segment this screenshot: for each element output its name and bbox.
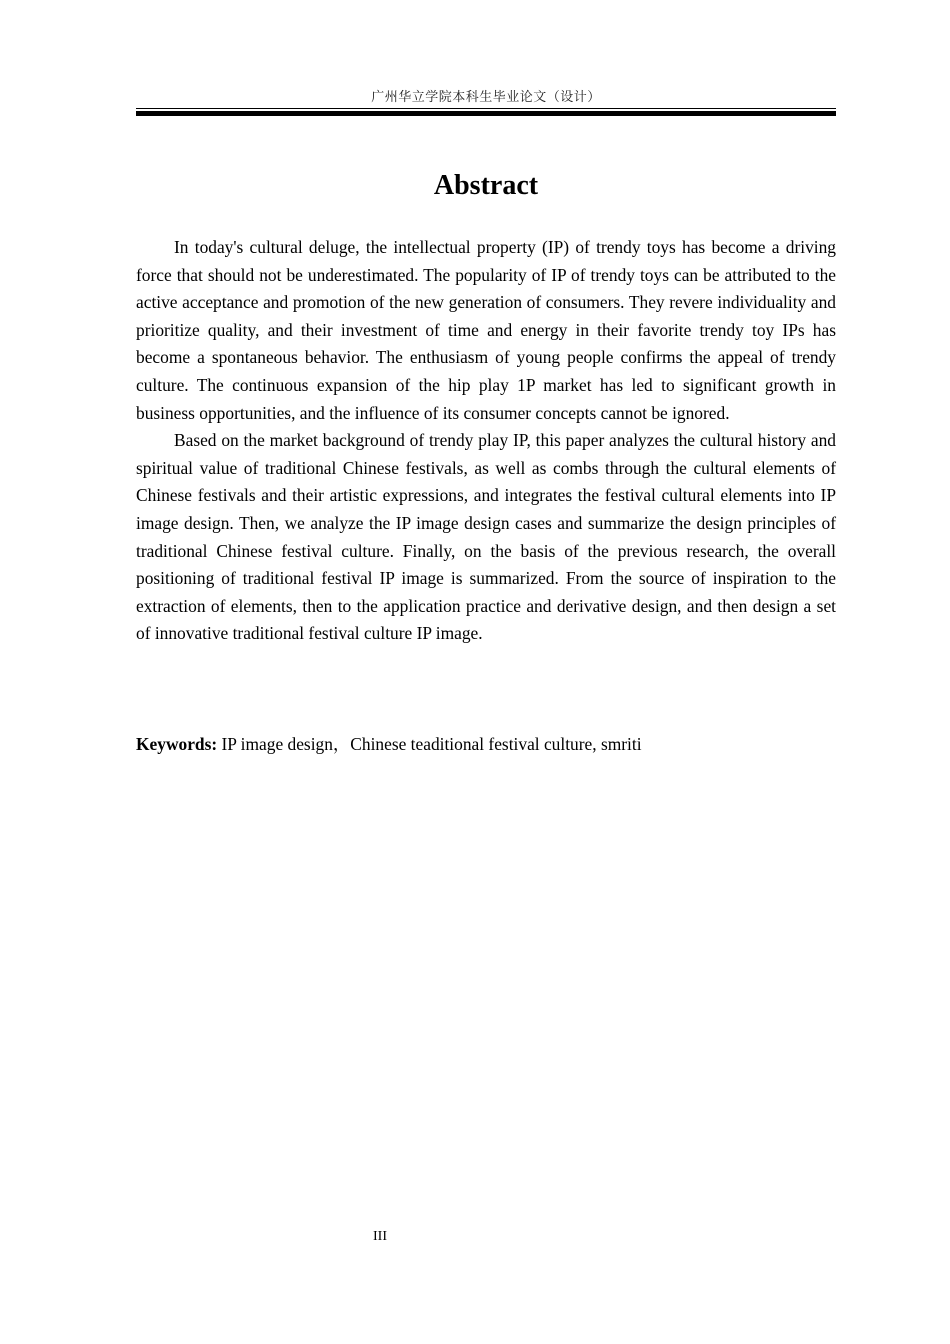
abstract-paragraph-1: In today's cultural deluge, the intellectual property (IP) of trendy toys has become a driving force that should not be underestimated. The popularity of IP of trendy toys can be attributed to the active acceptance and promotion of the new generation of consumers. They revere individuality and prioritize quality, and their investment of time and energy in their favorite trendy toy IPs has become a spontaneous behavior. The enthusiasm of young people confirms the appeal of trendy culture. The continuous expansion of the hip play 1P market has led to significant growth in business opportunities, and the influence of its consumer concepts cannot be ignored. (136, 237, 836, 423)
page-number: III (373, 1229, 387, 1244)
page-title: Abstract (433, 170, 539, 201)
running-header: 广州华立学院本科生毕业论文（设计） (371, 89, 601, 104)
abstract-paragraph-2: Based on the market background of trendy play IP, this paper analyzes the cultural history and spiritual value of traditional Chinese festivals, as well as combs through the cultural elements of Chinese festivals and their artistic expressions, and integrates the festival cultural elements into IP image design. Then, we analyze the IP image design cases and summarize the design principles of traditional Chinese festival culture. Finally, on the basis of the previous research, the overall positioning of traditional festival IP image is summarized. From the source of inspiration to the extraction of elements, then to the application practice and derivative design, and then design a set of innovative traditional festival culture IP image. (136, 430, 836, 644)
keywords-line (136, 731, 836, 759)
abstract-body (136, 234, 836, 648)
keywords-text: IP image design，Chinese teaditional festival culture, smriti (217, 734, 642, 754)
keywords-label: Keywords: (136, 734, 218, 754)
header-rule-thick (136, 111, 836, 116)
header-rule-thin (136, 108, 836, 109)
